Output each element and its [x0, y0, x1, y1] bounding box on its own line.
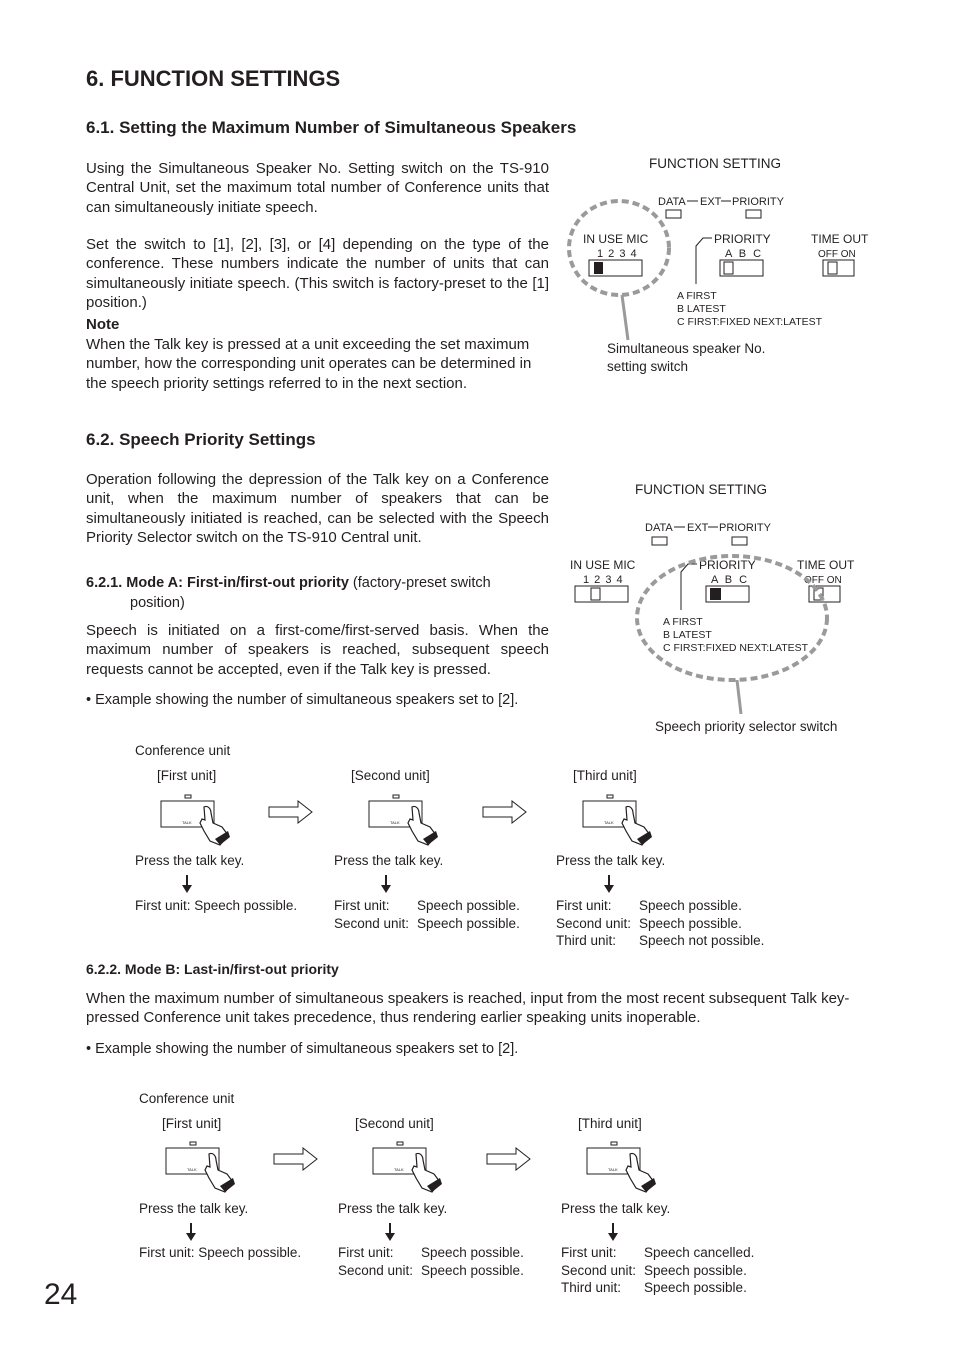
mode-a-heading-normal: (factory-preset switch [352, 575, 491, 591]
fig1-priority-top-label: PRIORITY [732, 196, 784, 208]
down-arrow-icon [181, 874, 193, 894]
fig1-callout-line [622, 295, 628, 340]
fig2-callout-line [737, 680, 741, 714]
svg-text:TALK: TALK [604, 820, 614, 825]
page-number: 24 [44, 1278, 78, 1311]
fig1-data-label: DATA [658, 196, 686, 208]
fig2-priority-bracket [681, 564, 697, 610]
fig1-priority-knob [724, 262, 733, 274]
mode-b-heading: 6.2.2. Mode B: Last-in/first-out priority [86, 961, 339, 977]
section-6-2-heading: 6.2. Speech Priority Settings [86, 430, 316, 449]
mode-b-unit-3-talk-unit [586, 1140, 664, 1196]
table-row: Third unit: Speech not possible. [556, 933, 765, 948]
mode-b-para: When the maximum number of simultaneous speakers is reached, input from the most recent subsequent Talk key-pressed Conference unit takes precedence, thus rendering earlier speaking units inoperable. [86, 990, 850, 1027]
down-arrow-icon [603, 874, 615, 894]
svg-text:TALK: TALK [187, 1167, 197, 1172]
fig2-priority-label: PRIORITY [699, 558, 756, 572]
mode-b-unit-2-label: [Second unit] [355, 1116, 434, 1131]
fig1-title: FUNCTION SETTING [649, 156, 781, 171]
svg-text:TALK: TALK [608, 1167, 618, 1172]
mode-a-heading [86, 573, 556, 613]
mode-b-unit-3-label: [Third unit] [578, 1116, 642, 1131]
mode-a-unit-3-results [556, 897, 764, 950]
down-arrow-icon [185, 1222, 197, 1242]
function-setting-figure-2 [560, 476, 880, 741]
page-title: 6. FUNCTION SETTINGS [86, 66, 341, 91]
fig1-priority-bracket [696, 238, 712, 284]
mode-a-heading-bold: 6.2.1. Mode A: First-in/first-out priority [86, 575, 349, 591]
mode-b-unit-2-action: Press the talk key. [338, 1201, 448, 1216]
fig2-legend-b: B LATEST [663, 629, 712, 641]
note-text: When the Talk key is pressed at a unit exceeding the set maximum number, how the corresponding unit operates can be determined in the speech priority settings referred to in the next section. [86, 336, 532, 392]
right-arrow-icon [486, 1147, 532, 1171]
mode-a-example: • Example showing the number of simultaneous speakers set to [2]. [86, 692, 519, 708]
section-6-1-para-2: Set the switch to [1], [2], [3], or [4] depending on the type of the conference. These numbers indicate the number of units that can simultaneously initiate speech. (This switch is factory-preset to the [1] position.) [86, 236, 549, 311]
fig2-time-out-positions: OFF ON [804, 575, 842, 586]
mode-b-unit-3-action: Press the talk key. [561, 1201, 671, 1216]
fig1-time-out-knob [828, 262, 837, 274]
fig1-caption-line-1: Simultaneous speaker No. [607, 341, 766, 356]
fig1-in-use-mic-positions: 1 2 3 4 [597, 248, 638, 260]
down-arrow-icon [607, 1222, 619, 1242]
fig1-legend-c: C FIRST:FIXED NEXT:LATEST [677, 316, 823, 328]
fig2-in-use-mic-switch [575, 586, 628, 602]
table-row: First unit: Speech cancelled. [561, 1245, 755, 1260]
fig1-priority-led [746, 210, 761, 218]
svg-text:TALK: TALK [394, 1167, 404, 1172]
table-row: First unit: Speech possible. [338, 1245, 524, 1260]
fig2-data-led [652, 537, 667, 545]
mode-a-heading-cont: position) [130, 595, 185, 611]
section-6-1-para-1: Using the Simultaneous Speaker No. Setting switch on the TS-910 Central Unit, set the maximum total number of Conference units that can simultaneously initiate speech. [86, 160, 549, 216]
fig2-data-label: DATA [645, 522, 673, 534]
mode-b-unit-1-label: [First unit] [162, 1116, 222, 1131]
fig2-legend-a: A FIRST [663, 616, 703, 628]
mode-a-unit-3-talk-unit [582, 793, 660, 849]
fig2-legend-c: C FIRST:FIXED NEXT:LATEST [663, 642, 809, 654]
down-arrow-icon [380, 874, 392, 894]
table-row: Second unit: Speech possible. [561, 1262, 747, 1278]
mode-b-unit-1-action: Press the talk key. [139, 1201, 249, 1216]
fig2-priority-led [732, 537, 747, 545]
mode-a-unit-1-label: [First unit] [157, 768, 217, 783]
mode-a-conference-unit-label: Conference unit [135, 743, 231, 758]
svg-text:TALK: TALK [390, 820, 400, 825]
table-row: First unit: Speech possible. [334, 898, 520, 913]
mode-b-unit-3-results [561, 1244, 754, 1297]
table-row: Second unit: Speech possible. [334, 915, 520, 931]
mode-a-unit-3-action: Press the talk key. [556, 853, 666, 868]
fig2-in-use-mic-positions: 1 2 3 4 [583, 574, 624, 586]
fig1-data-led [666, 210, 681, 218]
mode-b-unit-1-talk-unit [165, 1140, 243, 1196]
table-row: First unit: Speech possible. [139, 1245, 302, 1260]
right-arrow-icon [268, 800, 314, 824]
table-row: Third unit: Speech possible. [561, 1280, 747, 1295]
table-row: Second unit: Speech possible. [556, 915, 742, 931]
fig1-legend-a: A FIRST [677, 290, 717, 302]
mode-b-unit-2-talk-unit [372, 1140, 450, 1196]
section-6-2-para-1: Operation following the depression of the Talk key on a Conference unit, when the maximum number of speakers that can be simultaneously initiated is reached, can be selected with the Speech Priority Selector switch on the TS-910 Central unit. [86, 471, 549, 546]
fig2-title: FUNCTION SETTING [635, 482, 767, 497]
function-setting-figure-1 [560, 150, 880, 380]
note-label: Note [86, 316, 120, 333]
mode-a-unit-2-label: [Second unit] [351, 768, 430, 783]
fig1-priority-label: PRIORITY [714, 232, 771, 246]
mode-a-unit-1-results [135, 897, 297, 915]
right-arrow-icon [273, 1147, 319, 1171]
fig1-time-out-positions: OFF ON [818, 249, 856, 260]
fig2-caption: Speech priority selector switch [655, 719, 838, 734]
mode-a-unit-2-results [334, 897, 520, 932]
section-6-1-heading: 6.1. Setting the Maximum Number of Simultaneous Speakers [86, 118, 577, 137]
fig1-in-use-mic-label: IN USE MIC [583, 232, 649, 246]
mode-b-unit-2-results [338, 1244, 524, 1279]
fig2-priority-knob [710, 588, 721, 600]
fig2-ext-label: EXT [687, 522, 709, 534]
fig1-ext-label: EXT [700, 196, 722, 208]
mode-a-unit-2-action: Press the talk key. [334, 853, 444, 868]
mode-a-unit-3-label: [Third unit] [573, 768, 637, 783]
mode-a-para: Speech is initiated on a first-come/first-served basis. When the maximum number of speakers is reached, subsequent speech requests cannot be accepted, even if the Talk key is pressed. [86, 622, 549, 678]
mode-b-conference-unit-label: Conference unit [139, 1091, 235, 1106]
fig2-priority-positions: A B C [711, 574, 750, 586]
mode-a-unit-2-talk-unit [368, 793, 446, 849]
fig1-time-out-label: TIME OUT [811, 232, 869, 246]
fig1-in-use-mic-knob [594, 262, 603, 274]
fig2-in-use-mic-label: IN USE MIC [570, 558, 636, 572]
fig1-caption-line-2: setting switch [607, 359, 689, 374]
svg-text:TALK: TALK [182, 820, 192, 825]
mode-b-unit-1-results [139, 1244, 301, 1262]
fig1-legend-b: B LATEST [677, 303, 726, 315]
fig2-in-use-mic-knob [591, 588, 600, 600]
fig1-priority-positions: A B C [725, 248, 764, 260]
right-arrow-icon [482, 800, 528, 824]
fig2-time-out-label: TIME OUT [797, 558, 855, 572]
table-row: Second unit: Speech possible. [338, 1262, 524, 1278]
mode-a-unit-1-talk-unit [160, 793, 238, 849]
table-row: First unit: Speech possible. [556, 898, 742, 913]
table-row: First unit: Speech possible. [135, 898, 298, 913]
mode-b-example: • Example showing the number of simultaneous speakers set to [2]. [86, 1041, 519, 1057]
fig2-priority-top-label: PRIORITY [719, 522, 771, 534]
down-arrow-icon [384, 1222, 396, 1242]
mode-a-unit-1-action: Press the talk key. [135, 853, 245, 868]
